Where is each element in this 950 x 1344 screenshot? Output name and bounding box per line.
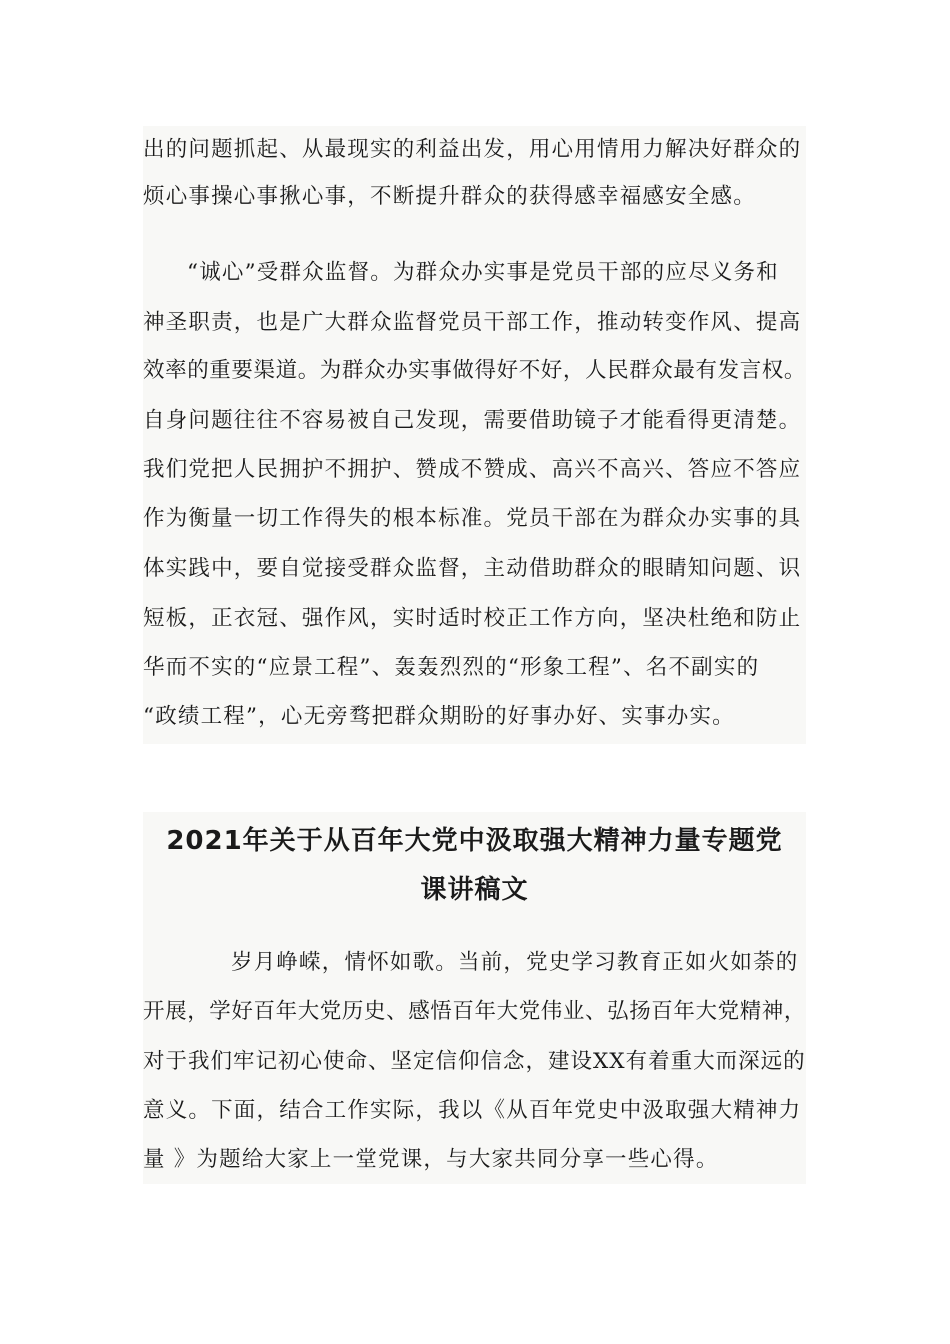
text-block-lower <box>143 812 806 1184</box>
paragraph-line: 我们党把人民拥护不拥护、赞成不赞成、高兴不高兴、答应不答应 <box>143 457 802 482</box>
article-title: 课讲稿文 <box>420 875 529 905</box>
paragraph-line: 出的问题抓起、从最现实的利益出发，用心用情用力解决好群众的 <box>143 137 802 162</box>
paragraph-line: 效率的重要渠道。为群众办实事做得好不好，人民群众最有发言权。 <box>143 358 807 383</box>
paragraph-line: 岁月峥嵘，情怀如歌。当前，党史学习教育正如火如荼的 <box>231 950 799 975</box>
text-block-upper <box>143 126 806 744</box>
paragraph-line: 自身问题往往不容易被自己发现，需要借助镜子才能看得更清楚。 <box>143 408 802 433</box>
paragraph-line: 华而不实的“应景工程”、轰轰烈烈的“形象工程”、名不副实的 <box>143 655 760 680</box>
paragraph-line: 短板，正衣冠、强作风，实时适时校正工作方向，坚决杜绝和防止 <box>143 606 802 631</box>
paragraph-line: 烦心事操心事揪心事，不断提升群众的获得感幸福感安全感。 <box>143 184 756 209</box>
paragraph-line: “诚心”受群众监督。为群众办实事是党员干部的应尽义务和 <box>187 260 779 285</box>
paragraph-line: 量 》为题给大家上一堂党课，与大家共同分享一些心得。 <box>143 1147 719 1172</box>
paragraph-line: 体实践中，要自觉接受群众监督，主动借助群众的眼睛知问题、识 <box>143 556 802 581</box>
paragraph-line: 开展，学好百年大党历史、感悟百年大党伟业、弘扬百年大党精神， <box>143 999 807 1024</box>
paragraph-line: 神圣职责，也是广大群众监督党员干部工作，推动转变作风、提高 <box>143 310 802 335</box>
paragraph-line: “政绩工程”，心无旁骛把群众期盼的好事办好、实事办实。 <box>143 704 735 729</box>
article-title: 2021年关于从百年大党中汲取强大精神力量专题党 <box>166 826 783 856</box>
paragraph-line: 对于我们牢记初心使命、坚定信仰信念，建设XX有着重大而深远的 <box>143 1049 806 1074</box>
paragraph-line: 作为衡量一切工作得失的根本标准。党员干部在为群众办实事的具 <box>143 506 802 531</box>
paragraph-line: 意义。下面，结合工作实际，我以《从百年党史中汲取强大精神力 <box>143 1098 802 1123</box>
